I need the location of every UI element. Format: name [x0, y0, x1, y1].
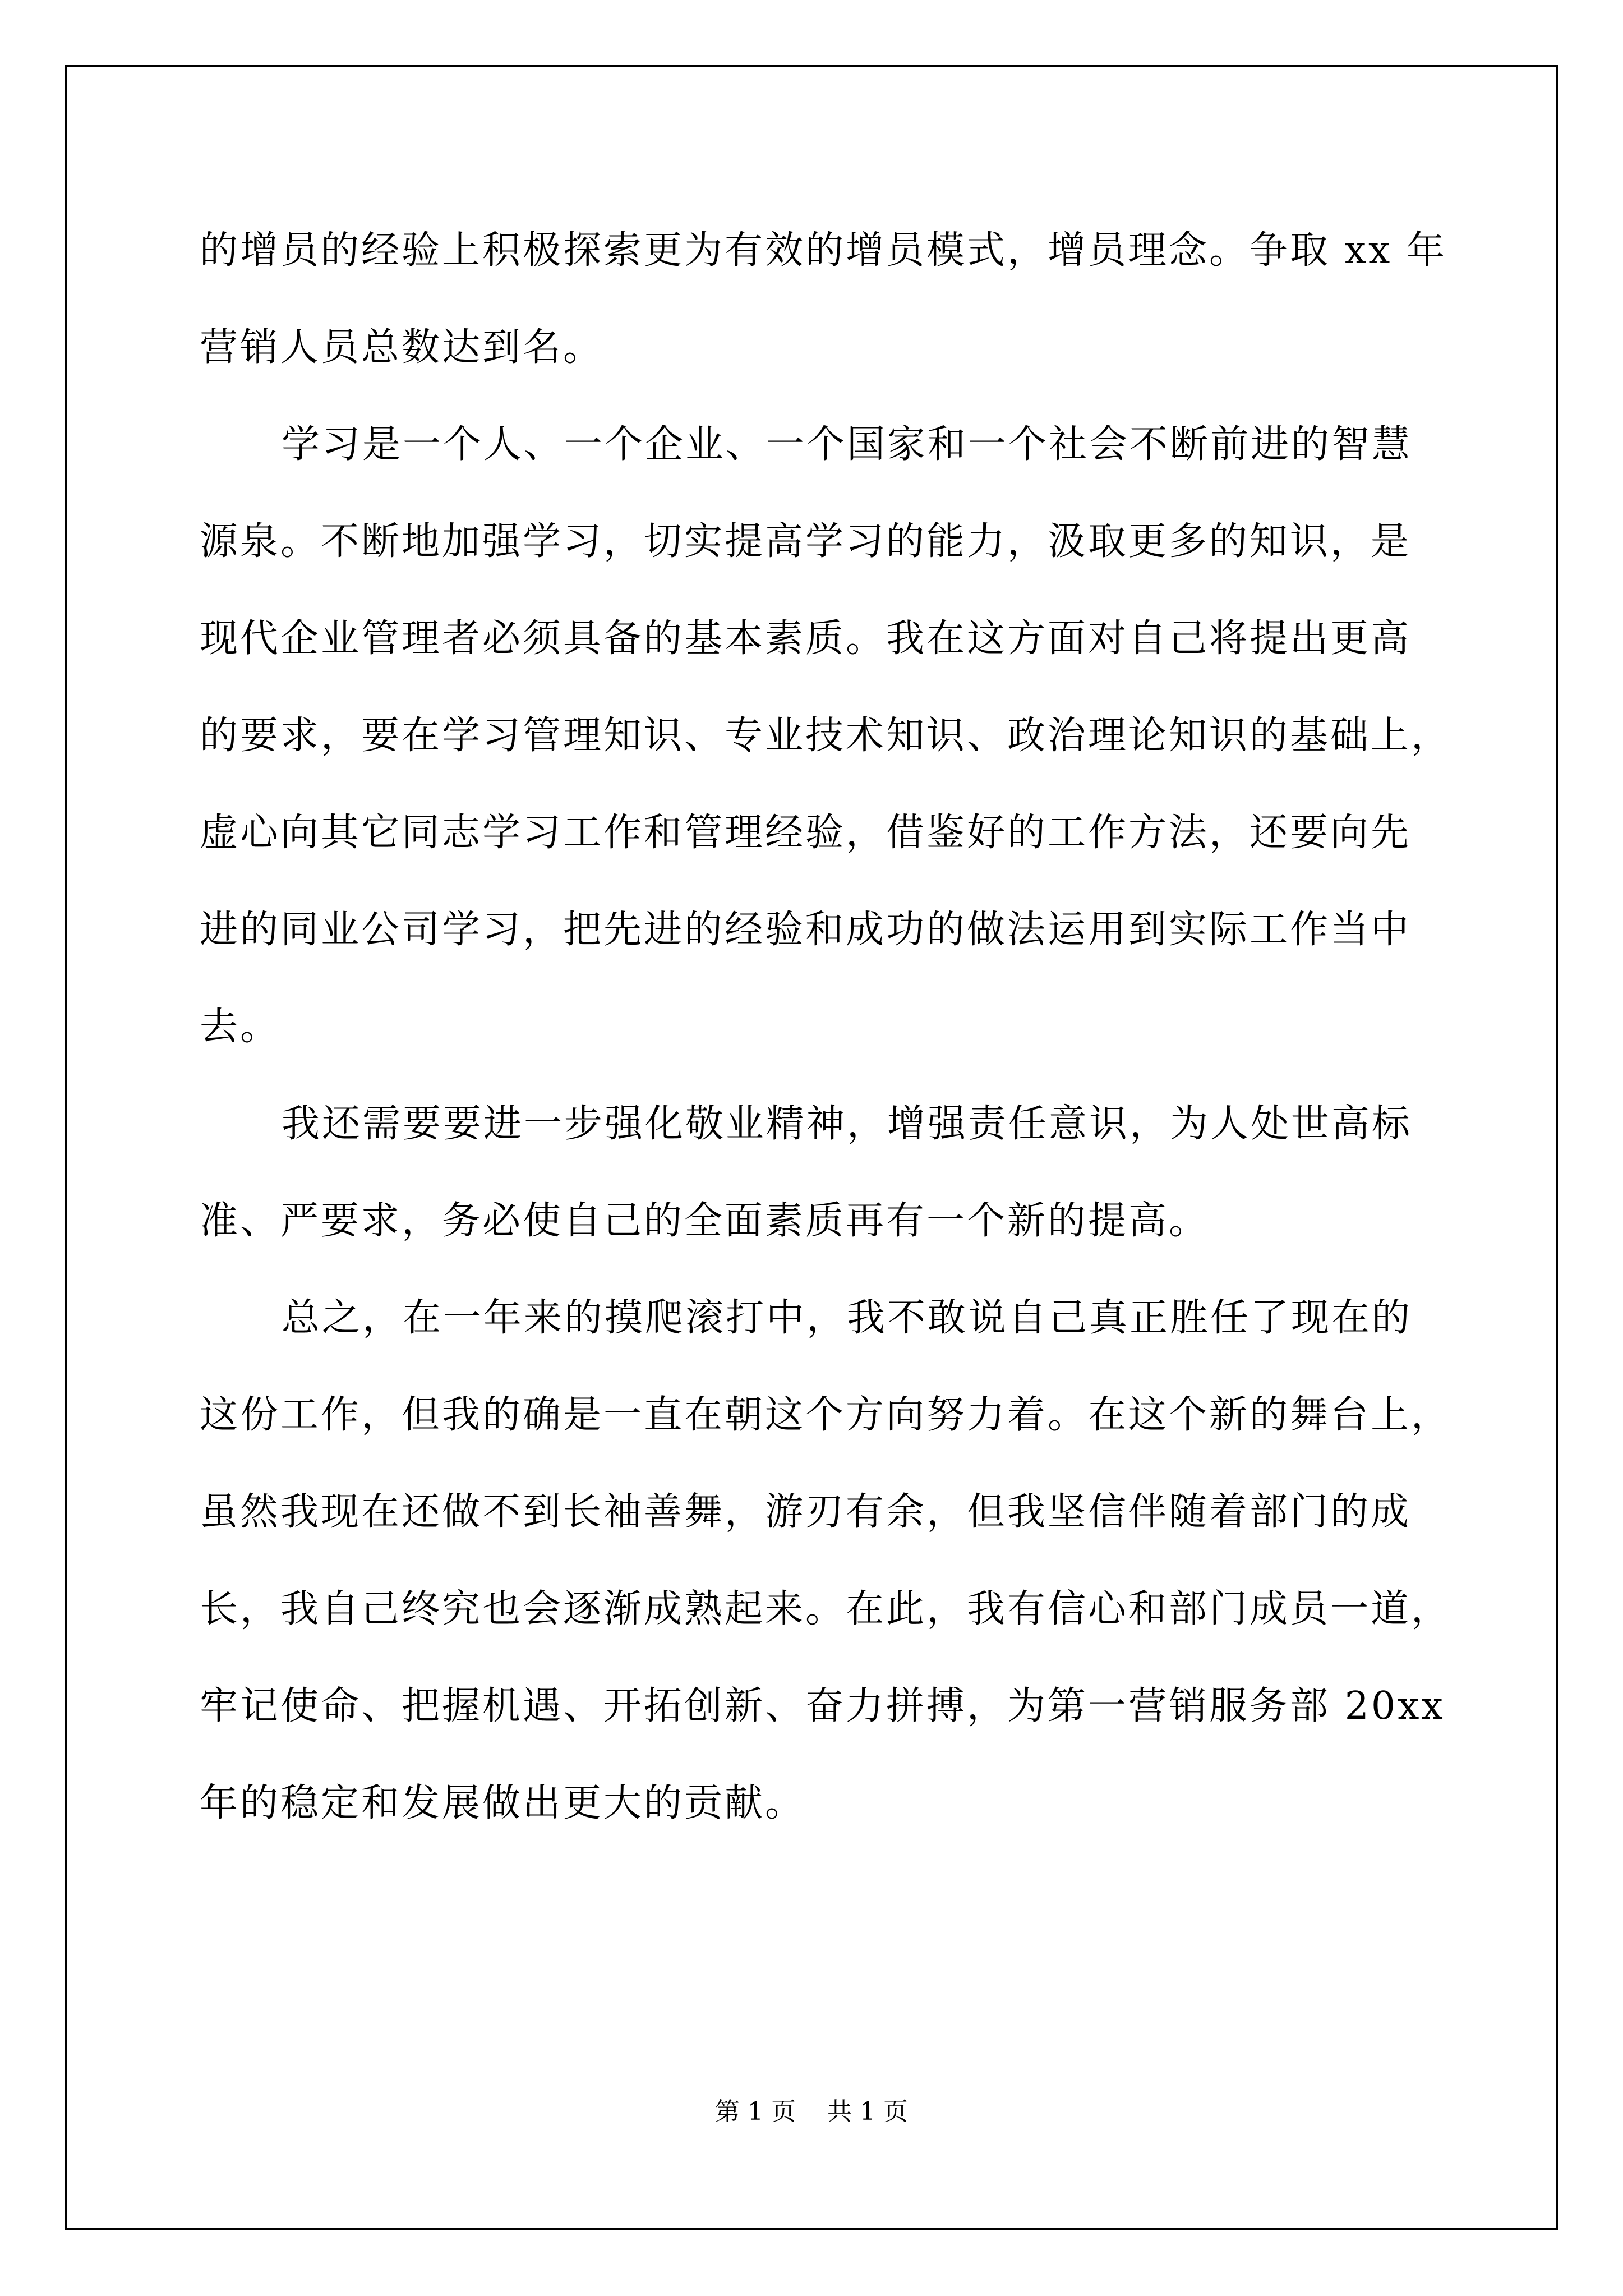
text-line: 的增员的经验上积极探索更为有效的增员模式，增员理念。争取 xx 年	[200, 228, 1447, 273]
text-line: 这份工作，但我的确是一直在朝这个方向努力着。在这个新的舞台上，	[200, 1393, 1452, 1437]
text-line: 牢记使命、把握机遇、开拓创新、奋力拼搏，为第一营销服务部 20xx	[200, 1684, 1445, 1728]
text-line: 年的稳定和发展做出更大的贡献。	[200, 1781, 806, 1825]
text-line: 我还需要要进一步强化敬业精神，增强责任意识，为人处世高标	[282, 1102, 1413, 1146]
document-body	[200, 202, 1452, 1852]
text-line: 现代企业管理者必须具备的基本素质。我在这方面对自己将提出更高	[200, 616, 1412, 661]
page-number-footer: 第 1 页 共 1 页	[715, 2097, 908, 2126]
text-line: 虽然我现在还做不到长袖善舞，游刃有余，但我坚信伴随着部门的成	[200, 1490, 1412, 1534]
text-line: 营销人员总数达到名。	[200, 325, 604, 370]
text-line: 长，我自己终究也会逐渐成熟起来。在此，我有信心和部门成员一道，	[200, 1587, 1452, 1631]
text-line: 进的同业公司学习，把先进的经验和成功的做法运用到实际工作当中	[200, 908, 1412, 952]
text-line: 的要求，要在学习管理知识、专业技术知识、政治理论知识的基础上，	[200, 714, 1452, 758]
text-line: 学习是一个人、一个企业、一个国家和一个社会不断前进的智慧	[282, 422, 1413, 467]
text-line: 虚心向其它同志学习工作和管理经验，借鉴好的工作方法，还要向先	[200, 811, 1412, 855]
text-line: 源泉。不断地加强学习，切实提高学习的能力，汲取更多的知识，是	[200, 519, 1412, 564]
text-line: 去。	[200, 1005, 281, 1049]
text-line: 总之，在一年来的摸爬滚打中，我不敢说自己真正胜任了现在的	[282, 1296, 1413, 1340]
text-line: 准、严要求，务必使自己的全面素质再有一个新的提高。	[200, 1199, 1210, 1243]
